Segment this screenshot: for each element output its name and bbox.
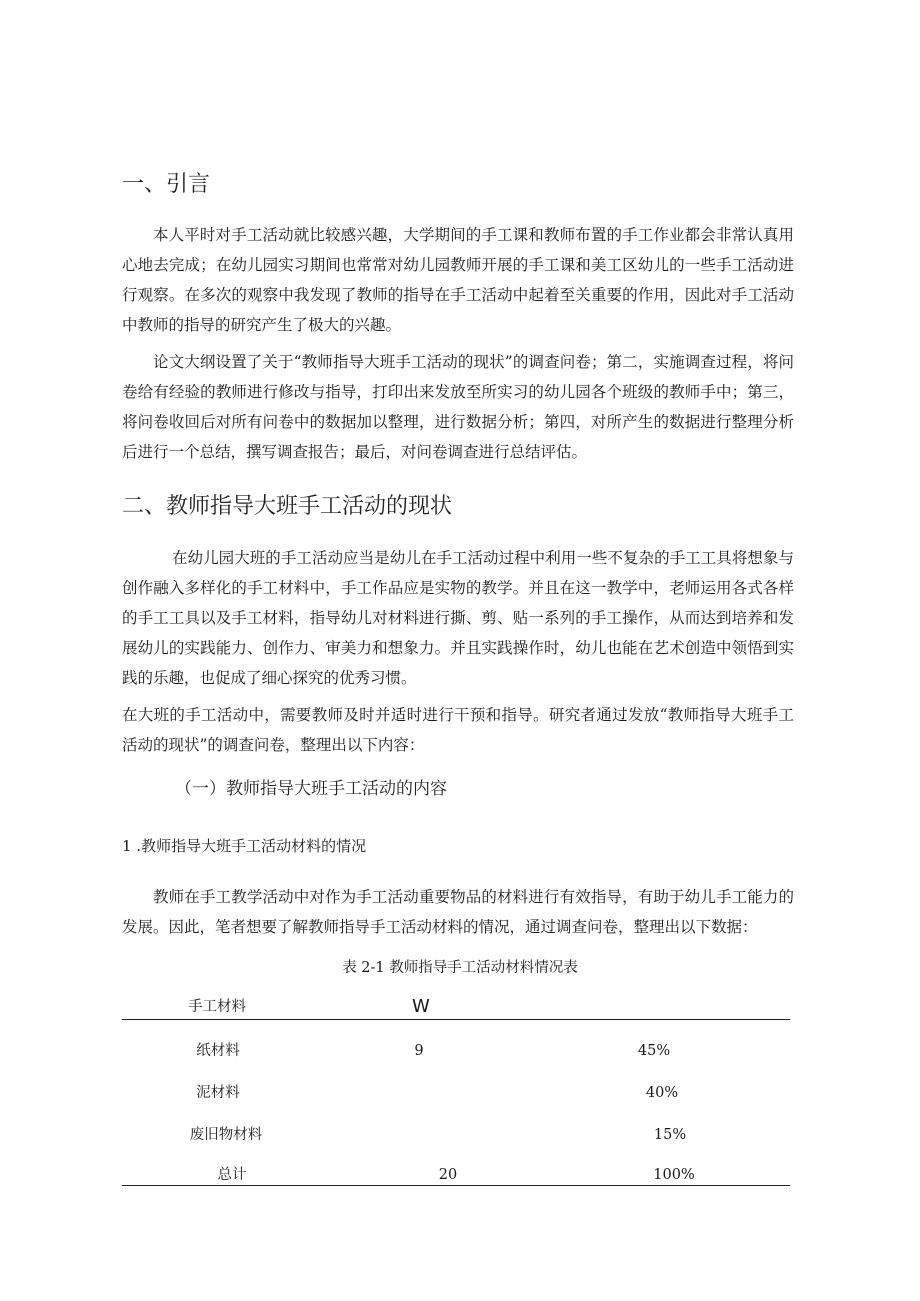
table-cell-percent: 45% [637,1043,671,1059]
status-paragraph-2: 在大班的手工活动中，需要教师及时并适时进行干预和指导。研究者通过发放“教师指导大班手工活动的现状”的调查问卷，整理出以下内容： [122,706,794,754]
subsection-heading: （一）教师指导大班手工活动的内容 [175,779,447,799]
table-cell-material: 纸材料 [196,1043,240,1059]
table-cell-material: 废旧物材料 [189,1127,263,1143]
table-cell-count: 20 [438,1167,458,1183]
section-1-heading: 一、引言 [122,172,211,197]
table-bottom-rule [122,1185,790,1186]
table-header-material: 手工材料 [188,999,246,1015]
table-cell-material: 泥材料 [196,1085,240,1101]
status-paragraph-1: 在幼儿园大班的手工活动应当是幼儿在手工活动过程中利用一些不复杂的手工工具将想象与创作融入多样化的手工材料中，手工作品应是实物的教学。并且在这一教学中，老师运用各式各样的手工工具以及手工材料，指导幼儿对材料进行撕、剪、贴一系列的手工操作，从而达到培养和发展幼儿的实践能力、创作力、审美力和想象力。并且实践操作时，幼儿也能在艺术创造中领悟到实践的乐趣，也促成了细心探究的优秀习惯。 [122,549,794,687]
table-caption: 表 2-1 教师指导手工活动材料情况表 [342,960,578,976]
table-cell-count: 9 [414,1043,424,1059]
section-2-heading: 二、教师指导大班手工活动的现状 [122,494,453,519]
intro-paragraph-1: 本人平时对手工活动就比较感兴趣，大学期间的手工课和教师布置的手工作业都会非常认真用心地去完成；在幼儿园实习期间也常常对幼儿园教师开展的手工课和美工区幼儿的一些手工活动进行观察。在多次的观察中我发现了教师的指导在手工活动中起着至关重要的作用，因此对手工活动中教师的指导的研究产生了极大的兴趣。 [122,226,794,334]
table-header-w: W [412,996,430,1017]
item-paragraph: 教师在手工教学活动中对作为手工活动重要物品的材料进行有效指导，有助于幼儿手工能力的发展。因此，笔者想要了解教师指导手工活动材料的情况，通过调查问卷，整理出以下数据： [122,888,794,936]
table-cell-percent: 100% [653,1167,695,1183]
table-cell-percent: 15% [653,1127,687,1143]
table-cell-material: 总计 [217,1167,247,1183]
table-header-rule [122,1019,790,1020]
intro-paragraph-2: 论文大纲设置了关于“教师指导大班手工活动的现状”的调查问卷；第二，实施调查过程，将问卷给有经验的教师进行修改与指导，打印出来发放至所实习的幼儿园各个班级的教师手中；第三，将问卷收回后对所有问卷中的数据加以整理，进行数据分析；第四，对所产生的数据进行整理分析后进行一个总结，撰写调查报告；最后，对问卷调查进行总结评估。 [122,353,794,461]
item-title: 1 .教师指导大班手工活动材料的情况 [122,837,367,855]
table-cell-percent: 40% [645,1085,679,1101]
